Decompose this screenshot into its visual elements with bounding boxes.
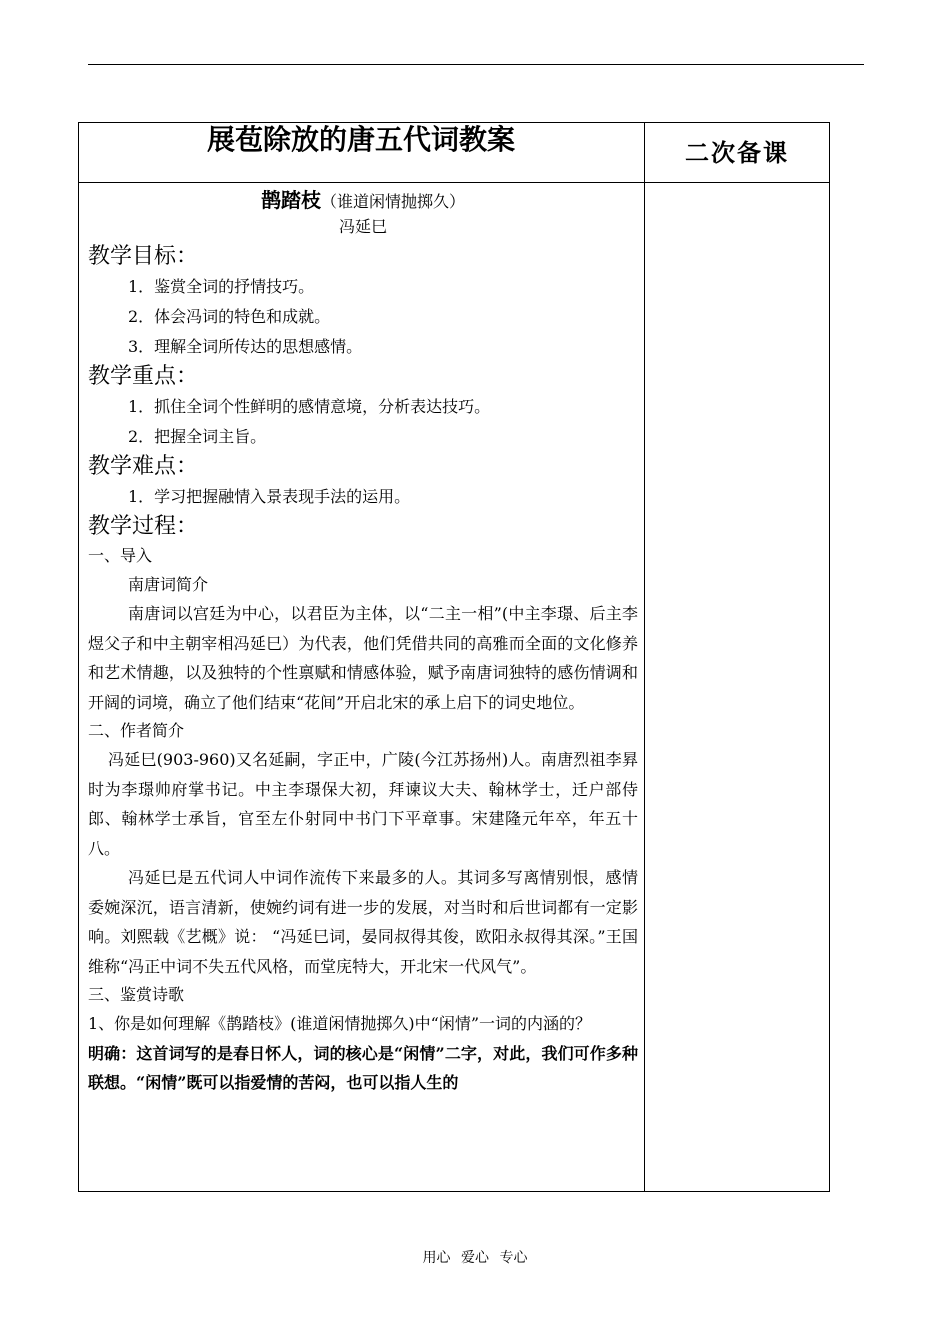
goal-item: 1．鉴赏全词的抒情技巧。 <box>128 277 315 296</box>
key-points-heading: 教学重点： <box>88 364 199 389</box>
section-author: 二、作者简介 <box>88 721 185 740</box>
answer-1: 明确：这首词写的是春日怀人，词的核心是“闲情”二字，对此，我们可作多种联想。“闲情”既可以指爱情的苦闷，也可以指人生的 <box>88 1043 638 1092</box>
poem-title: 鹊踏枝 <box>260 188 321 212</box>
column-divider <box>644 122 645 1192</box>
section-intro: 一、导入 <box>88 546 153 565</box>
key-point-item: 1．抓住全词个性鲜明的感情意境，分析表达技巧。 <box>128 397 491 416</box>
question-1: 1、你是如何理解《鹊踏枝》(谁道闲情抛掷久)中“闲情”一词的内涵的？ <box>88 1014 592 1033</box>
poem-author: 冯延巳 <box>338 217 387 236</box>
process-heading: 教学过程： <box>88 514 199 539</box>
author-paragraph-2: 冯延巳是五代词人中词作流传下来最多的人。其词多写离情别恨，感情委婉深沉，语言清新，使婉约词有进一步的发展，对当时和后世词都有一定影响。刘熙载《艺概》说： “冯延巳词，晏同叔得其俊，欧阳永叔得其深。”王国维称“冯正中词不失五代风格，而堂庑特大，开北宋一代风气”。 <box>88 868 638 976</box>
page-footer: 用心 爱心 专心 <box>422 1250 528 1266</box>
poem-subtitle: （谁道闲情抛掷久） <box>320 192 465 211</box>
lesson-content <box>88 186 638 1098</box>
intro-subheading: 南唐词简介 <box>128 575 209 594</box>
header-rule <box>88 64 864 65</box>
poem-heading <box>88 186 638 214</box>
difficulties-heading: 教学难点： <box>88 454 199 479</box>
author-paragraph-1: 冯延巳(903-960)又名延嗣，字正中，广陵(今江苏扬州)人。南唐烈祖李昪时为李璟帅府掌书记。中主李璟保大初，拜谏议大夫、翰林学士，迁户部侍郎、翰林学士承旨，官至左仆射同中书门下平章事。宋建隆元年卒，年五十八。 <box>88 750 638 858</box>
header-row-divider <box>78 182 830 183</box>
goal-item: 3．理解全词所传达的思想感情。 <box>128 337 363 356</box>
goal-item: 2．体会冯词的特色和成就。 <box>128 307 331 326</box>
key-point-item: 2．把握全词主旨。 <box>128 427 267 446</box>
intro-paragraph: 南唐词以宫廷为中心，以君臣为主体，以“二主一相”(中主李璟、后主李煜父子和中主朝宰相冯延巳）为代表，他们凭借共同的高雅而全面的文化修养和艺术情趣，以及独特的个性禀赋和情感体验，赋予南唐词独特的感伤情调和开阔的词境，确立了他们结束“花间”开启北宋的承上启下的词史地位。 <box>88 604 638 712</box>
document-title: 展苞除放的唐五代词教案 <box>206 123 515 156</box>
difficulty-item: 1．学习把握融情入景表现手法的运用。 <box>128 487 411 506</box>
goals-heading: 教学目标： <box>88 244 199 269</box>
second-prep-heading: 二次备课 <box>685 139 789 167</box>
section-appreciation: 三、鉴赏诗歌 <box>88 985 185 1004</box>
